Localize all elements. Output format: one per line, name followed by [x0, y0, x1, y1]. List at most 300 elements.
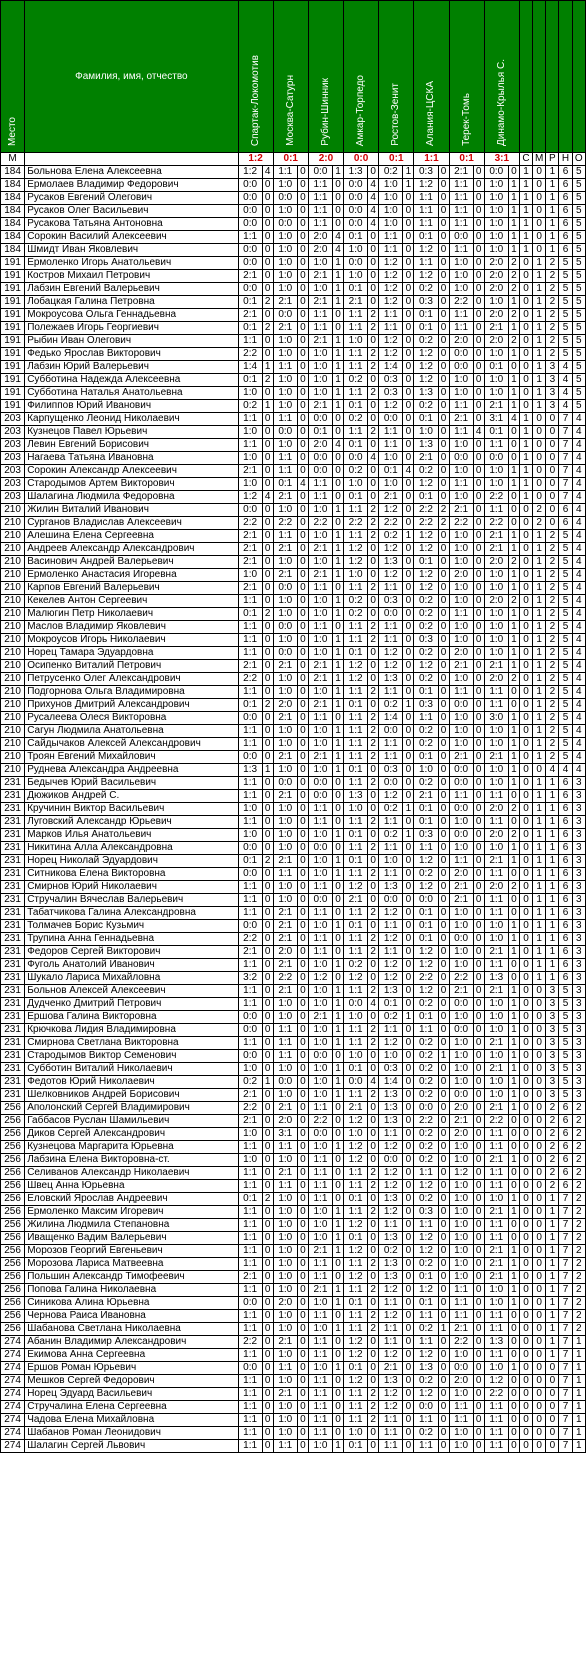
prediction-cell: 2:1: [238, 660, 262, 673]
stat-cell: 0: [519, 829, 532, 842]
points-cell: 0: [403, 1401, 414, 1414]
header-blank: [572, 1, 585, 153]
points-cell: 0: [473, 1128, 484, 1141]
points-cell: 0: [438, 1388, 449, 1401]
stat-cell: 4: [572, 764, 585, 777]
points-cell: 1: [333, 556, 344, 569]
place-cell: 231: [1, 933, 25, 946]
points-cell: 0: [438, 1089, 449, 1102]
stat-cell: 1: [519, 231, 532, 244]
prediction-cell: 1:1: [238, 1206, 262, 1219]
stat-cell: 0: [519, 361, 532, 374]
stat-cell: 2: [546, 595, 559, 608]
points-cell: 0: [333, 712, 344, 725]
points-cell: 0: [297, 361, 308, 374]
points-cell: 0: [473, 686, 484, 699]
prediction-cell: 1:0: [273, 829, 297, 842]
prediction-cell: 1:0: [449, 1154, 473, 1167]
table-row: [1, 608, 586, 621]
points-cell: 2: [508, 556, 519, 569]
prediction-cell: 1:2: [344, 1141, 368, 1154]
prediction-cell: 1:2: [379, 1401, 403, 1414]
points-cell: 0: [438, 582, 449, 595]
points-cell: 1: [508, 634, 519, 647]
participant-name: Шукало Лариса Михайловна: [25, 972, 238, 985]
points-cell: 0: [368, 1232, 379, 1245]
prediction-cell: 0:0: [344, 1076, 368, 1089]
points-cell: 0: [473, 1245, 484, 1258]
prediction-cell: 1:1: [344, 1284, 368, 1297]
prediction-cell: 1:0: [449, 439, 473, 452]
prediction-cell: 1:0: [449, 374, 473, 387]
points-cell: 2: [368, 686, 379, 699]
prediction-cell: 1:1: [273, 868, 297, 881]
prediction-cell: 1:1: [344, 1037, 368, 1050]
stat-cell: 2: [572, 1323, 585, 1336]
stat-cell: 2: [546, 686, 559, 699]
prediction-cell: 2:0: [449, 1102, 473, 1115]
stat-cell: 0: [546, 1427, 559, 1440]
prediction-cell: 1:0: [484, 387, 508, 400]
points-cell: 0: [262, 270, 273, 283]
points-cell: 0: [473, 608, 484, 621]
points-cell: 0: [297, 166, 308, 179]
points-cell: 0: [438, 725, 449, 738]
stat-cell: 5: [559, 621, 572, 634]
stat-cell: 1: [533, 660, 546, 673]
points-cell: 0: [438, 1141, 449, 1154]
points-cell: 1: [508, 244, 519, 257]
stat-cell: 6: [559, 920, 572, 933]
points-cell: 0: [438, 1375, 449, 1388]
points-cell: 1: [508, 1284, 519, 1297]
prediction-cell: 1:2: [379, 1141, 403, 1154]
stat-cell: 0: [519, 1271, 532, 1284]
prediction-cell: 1:1: [449, 205, 473, 218]
points-cell: 0: [403, 1141, 414, 1154]
prediction-cell: 1:2: [414, 478, 438, 491]
points-cell: 0: [438, 478, 449, 491]
table-row: [1, 491, 586, 504]
points-cell: 0: [297, 907, 308, 920]
stat-cell: 2: [572, 1102, 585, 1115]
stat-cell: 4: [572, 517, 585, 530]
points-cell: 0: [438, 946, 449, 959]
table-row: [1, 738, 586, 751]
points-cell: 0: [438, 829, 449, 842]
actual-result: 0:1: [273, 153, 308, 166]
stat-cell: 0: [533, 439, 546, 452]
points-cell: 0: [368, 569, 379, 582]
table-row: [1, 361, 586, 374]
prediction-cell: 0:1: [379, 998, 403, 1011]
place-cell: 210: [1, 608, 25, 621]
points-cell: 0: [403, 400, 414, 413]
points-cell: 0: [297, 556, 308, 569]
prediction-cell: 1:1: [308, 881, 332, 894]
points-cell: 1: [508, 543, 519, 556]
stat-cell: 5: [572, 387, 585, 400]
prediction-cell: 1:1: [344, 387, 368, 400]
prediction-cell: 1:0: [238, 1128, 262, 1141]
stat-cell: 6: [559, 894, 572, 907]
actual-result: 2:0: [308, 153, 343, 166]
stat-cell: 0: [533, 244, 546, 257]
prediction-cell: 0:2: [414, 647, 438, 660]
prediction-cell: 2:1: [484, 1206, 508, 1219]
points-cell: 0: [262, 1037, 273, 1050]
prediction-cell: 1:1: [449, 244, 473, 257]
points-cell: 0: [403, 387, 414, 400]
points-cell: 0: [368, 166, 379, 179]
place-cell: 274: [1, 1401, 25, 1414]
prediction-cell: 1:0: [308, 829, 332, 842]
place-cell: 210: [1, 738, 25, 751]
participant-name: Луговский Александр Юрьевич: [25, 816, 238, 829]
table-row: [1, 881, 586, 894]
place-cell: 191: [1, 374, 25, 387]
prediction-cell: 1:1: [449, 192, 473, 205]
points-cell: 0: [403, 1440, 414, 1453]
points-cell: 0: [368, 296, 379, 309]
stat-cell: 6: [559, 504, 572, 517]
points-cell: 1: [508, 1050, 519, 1063]
points-cell: 0: [262, 725, 273, 738]
prediction-cell: 1:1: [414, 1024, 438, 1037]
points-cell: 0: [333, 777, 344, 790]
points-cell: 4: [333, 244, 344, 257]
place-cell: 231: [1, 1024, 25, 1037]
points-cell: 0: [473, 920, 484, 933]
table-row: [1, 751, 586, 764]
prediction-cell: 1:1: [484, 504, 508, 517]
prediction-cell: 0:0: [238, 868, 262, 881]
points-cell: 0: [297, 1284, 308, 1297]
points-cell: 0: [438, 556, 449, 569]
stat-cell: 4: [572, 725, 585, 738]
prediction-cell: 0:2: [414, 1063, 438, 1076]
prediction-cell: 1:1: [238, 959, 262, 972]
prediction-cell: 0:0: [273, 309, 297, 322]
stat-cell: 0: [519, 1037, 532, 1050]
points-cell: 0: [473, 1362, 484, 1375]
points-cell: 0: [333, 1336, 344, 1349]
stat-cell: 3: [572, 881, 585, 894]
points-cell: 0: [438, 569, 449, 582]
place-cell: 231: [1, 959, 25, 972]
stat-cell: 0: [519, 712, 532, 725]
prediction-cell: 1:3: [379, 1375, 403, 1388]
place-cell: 191: [1, 400, 25, 413]
table-row: [1, 1154, 586, 1167]
points-cell: 2: [262, 608, 273, 621]
participant-name: Аполонский Сергей Владимирович: [25, 1102, 238, 1115]
points-cell: 0: [262, 868, 273, 881]
points-cell: 0: [403, 673, 414, 686]
prediction-cell: 1:1: [238, 1180, 262, 1193]
points-cell: 4: [333, 231, 344, 244]
participant-name: Чернова Раиса Ивановна: [25, 1310, 238, 1323]
participant-name: Андреев Александр Александрович: [25, 543, 238, 556]
stat-cell: 1: [533, 751, 546, 764]
participant-name: Ермоленко Игорь Анатольевич: [25, 257, 238, 270]
points-cell: 0: [297, 1427, 308, 1440]
points-cell: 0: [333, 946, 344, 959]
stat-cell: 1: [546, 972, 559, 985]
prediction-cell: 1:3: [484, 1336, 508, 1349]
stat-cell: 0: [519, 816, 532, 829]
prediction-cell: 1:0: [308, 764, 332, 777]
table-row: [1, 1076, 586, 1089]
points-cell: 0: [403, 1102, 414, 1115]
points-cell: 4: [508, 413, 519, 426]
prediction-cell: 1:0: [484, 205, 508, 218]
points-cell: 0: [262, 998, 273, 1011]
prediction-cell: 1:2: [379, 335, 403, 348]
points-cell: 0: [297, 647, 308, 660]
points-cell: 0: [368, 1427, 379, 1440]
points-cell: 1: [508, 296, 519, 309]
stat-cell: 1: [533, 569, 546, 582]
place-cell: 191: [1, 309, 25, 322]
prediction-cell: 1:1: [344, 1310, 368, 1323]
stat-cell: 2: [572, 1310, 585, 1323]
prediction-cell: 1:2: [379, 270, 403, 283]
points-cell: 0: [403, 998, 414, 1011]
prediction-cell: 0:3: [414, 166, 438, 179]
prediction-cell: 2:1: [484, 1102, 508, 1115]
prediction-cell: 1:1: [238, 686, 262, 699]
points-cell: 0: [368, 699, 379, 712]
points-cell: 0: [368, 1115, 379, 1128]
prediction-cell: 2:1: [273, 933, 297, 946]
stat-cell: 0: [533, 1388, 546, 1401]
points-cell: 0: [403, 309, 414, 322]
points-cell: 0: [262, 738, 273, 751]
points-cell: 0: [333, 1388, 344, 1401]
prediction-cell: 1:0: [308, 1089, 332, 1102]
stat-cell: 1: [519, 205, 532, 218]
stat-cell: 3: [546, 1089, 559, 1102]
points-cell: 0: [297, 1141, 308, 1154]
stat-cell: 0: [546, 478, 559, 491]
points-cell: 0: [297, 777, 308, 790]
prediction-cell: 2:2: [414, 972, 438, 985]
prediction-cell: 0:2: [414, 1076, 438, 1089]
prediction-cell: 1:0: [449, 712, 473, 725]
table-row: [1, 842, 586, 855]
stat-cell: 2: [546, 660, 559, 673]
stat-cell: 0: [546, 1401, 559, 1414]
prediction-cell: 1:1: [308, 1388, 332, 1401]
points-cell: 1: [508, 1206, 519, 1219]
prediction-cell: 0:1: [344, 1297, 368, 1310]
points-cell: 0: [262, 1401, 273, 1414]
prediction-cell: 2:1: [484, 1258, 508, 1271]
place-cell: 256: [1, 1167, 25, 1180]
table-row: [1, 920, 586, 933]
stat-cell: 4: [572, 634, 585, 647]
points-cell: 0: [438, 894, 449, 907]
points-cell: 0: [473, 257, 484, 270]
points-cell: 2: [368, 621, 379, 634]
place-cell: 231: [1, 1063, 25, 1076]
points-cell: 0: [262, 790, 273, 803]
prediction-cell: 1:1: [414, 842, 438, 855]
points-cell: 0: [508, 1180, 519, 1193]
prediction-cell: 0:1: [344, 764, 368, 777]
points-cell: 1: [508, 725, 519, 738]
points-cell: 1: [333, 543, 344, 556]
prediction-cell: 2:0: [484, 803, 508, 816]
points-cell: 0: [473, 881, 484, 894]
points-cell: 0: [403, 296, 414, 309]
stat-cell: 3: [572, 933, 585, 946]
stat-cell: 0: [533, 1076, 546, 1089]
prediction-cell: 1:2: [414, 543, 438, 556]
points-cell: 0: [403, 738, 414, 751]
prediction-cell: 0:1: [414, 556, 438, 569]
table-row: [1, 582, 586, 595]
points-cell: 0: [368, 1154, 379, 1167]
prediction-cell: 1:0: [273, 556, 297, 569]
table-row: [1, 1375, 586, 1388]
prediction-cell: 2:0: [484, 335, 508, 348]
prediction-cell: 0:0: [308, 452, 332, 465]
table-row: [1, 543, 586, 556]
prediction-cell: 2:0: [308, 244, 332, 257]
prediction-cell: 1:1: [308, 1336, 332, 1349]
points-cell: 0: [438, 1336, 449, 1349]
points-cell: 0: [297, 829, 308, 842]
prediction-cell: 1:3: [379, 1115, 403, 1128]
points-cell: 1: [438, 1323, 449, 1336]
points-cell: 1: [403, 829, 414, 842]
participant-name: Норец Эдуард Васильевич: [25, 1388, 238, 1401]
points-cell: 0: [403, 595, 414, 608]
points-cell: 0: [297, 803, 308, 816]
stat-cell: 0: [519, 1076, 532, 1089]
prediction-cell: 0:2: [414, 1089, 438, 1102]
table-row: [1, 1180, 586, 1193]
participant-name: Осипенко Виталий Петрович: [25, 660, 238, 673]
points-cell: 0: [403, 413, 414, 426]
stat-cell: 2: [546, 348, 559, 361]
points-cell: 0: [403, 1388, 414, 1401]
prediction-cell: 1:1: [344, 361, 368, 374]
stat-cell: 3: [572, 1037, 585, 1050]
stat-cell: 6: [559, 517, 572, 530]
points-cell: 2: [438, 517, 449, 530]
points-cell: 0: [508, 816, 519, 829]
points-cell: 0: [297, 985, 308, 998]
points-cell: 0: [473, 1375, 484, 1388]
place-cell: 184: [1, 231, 25, 244]
place-cell: 191: [1, 257, 25, 270]
prediction-cell: 2:1: [449, 894, 473, 907]
prediction-cell: 1:0: [449, 543, 473, 556]
stat-cell: 3: [572, 1076, 585, 1089]
points-cell: 0: [403, 491, 414, 504]
stat-cell: 1: [533, 907, 546, 920]
points-cell: 0: [262, 179, 273, 192]
points-cell: 0: [403, 621, 414, 634]
points-cell: 0: [508, 1414, 519, 1427]
prediction-cell: 0:0: [484, 166, 508, 179]
prediction-cell: 1:1: [238, 1323, 262, 1336]
points-cell: 0: [297, 1115, 308, 1128]
stat-cell: 0: [519, 1362, 532, 1375]
prediction-cell: 1:0: [308, 855, 332, 868]
prediction-cell: 1:2: [414, 374, 438, 387]
points-cell: 0: [262, 1375, 273, 1388]
points-cell: 0: [403, 894, 414, 907]
stat-cell: 1: [546, 1271, 559, 1284]
prediction-cell: 1:1: [344, 530, 368, 543]
points-cell: 0: [333, 1414, 344, 1427]
points-cell: 0: [438, 1362, 449, 1375]
points-cell: 0: [473, 751, 484, 764]
participant-name: Фуголь Анатолий Иванович: [25, 959, 238, 972]
prediction-cell: 1:1: [344, 504, 368, 517]
prediction-cell: 0:0: [344, 179, 368, 192]
points-cell: 0: [473, 1089, 484, 1102]
prediction-cell: 0:2: [414, 1050, 438, 1063]
points-cell: 2: [368, 426, 379, 439]
points-cell: 0: [368, 556, 379, 569]
prediction-cell: 1:0: [344, 569, 368, 582]
participant-name: Синикова Алина Юрьевна: [25, 1297, 238, 1310]
stat-cell: 0: [533, 985, 546, 998]
prediction-cell: 1:1: [379, 920, 403, 933]
points-cell: 0: [473, 855, 484, 868]
prediction-cell: 1:0: [273, 231, 297, 244]
stat-cell: 1: [546, 218, 559, 231]
stat-cell: 1: [519, 465, 532, 478]
prediction-cell: 1:3: [344, 790, 368, 803]
points-cell: 0: [297, 192, 308, 205]
prediction-cell: 1:2: [379, 1037, 403, 1050]
stat-cell: 2: [572, 1219, 585, 1232]
points-cell: 0: [297, 1050, 308, 1063]
prediction-cell: 2:1: [484, 400, 508, 413]
points-cell: 0: [297, 491, 308, 504]
points-cell: 1: [508, 1076, 519, 1089]
prediction-cell: 1:0: [449, 1349, 473, 1362]
points-cell: 0: [403, 1037, 414, 1050]
stat-cell: 0: [546, 517, 559, 530]
points-cell: 0: [473, 231, 484, 244]
points-cell: 0: [262, 907, 273, 920]
stat-cell: 3: [572, 1011, 585, 1024]
points-cell: 2: [508, 270, 519, 283]
prediction-cell: 1:1: [344, 725, 368, 738]
points-cell: 4: [262, 491, 273, 504]
stat-cell: 0: [533, 1245, 546, 1258]
prediction-cell: 1:0: [308, 1063, 332, 1076]
stat-cell: 3: [572, 1089, 585, 1102]
stat-cell: 3: [546, 1024, 559, 1037]
points-cell: 0: [403, 569, 414, 582]
points-cell: 0: [438, 595, 449, 608]
place-cell: 256: [1, 1323, 25, 1336]
prediction-cell: 1:1: [484, 959, 508, 972]
prediction-cell: 1:0: [484, 1362, 508, 1375]
prediction-cell: 1:1: [308, 322, 332, 335]
stat-cell: 0: [519, 868, 532, 881]
stat-cell: 5: [572, 244, 585, 257]
points-cell: 0: [368, 881, 379, 894]
